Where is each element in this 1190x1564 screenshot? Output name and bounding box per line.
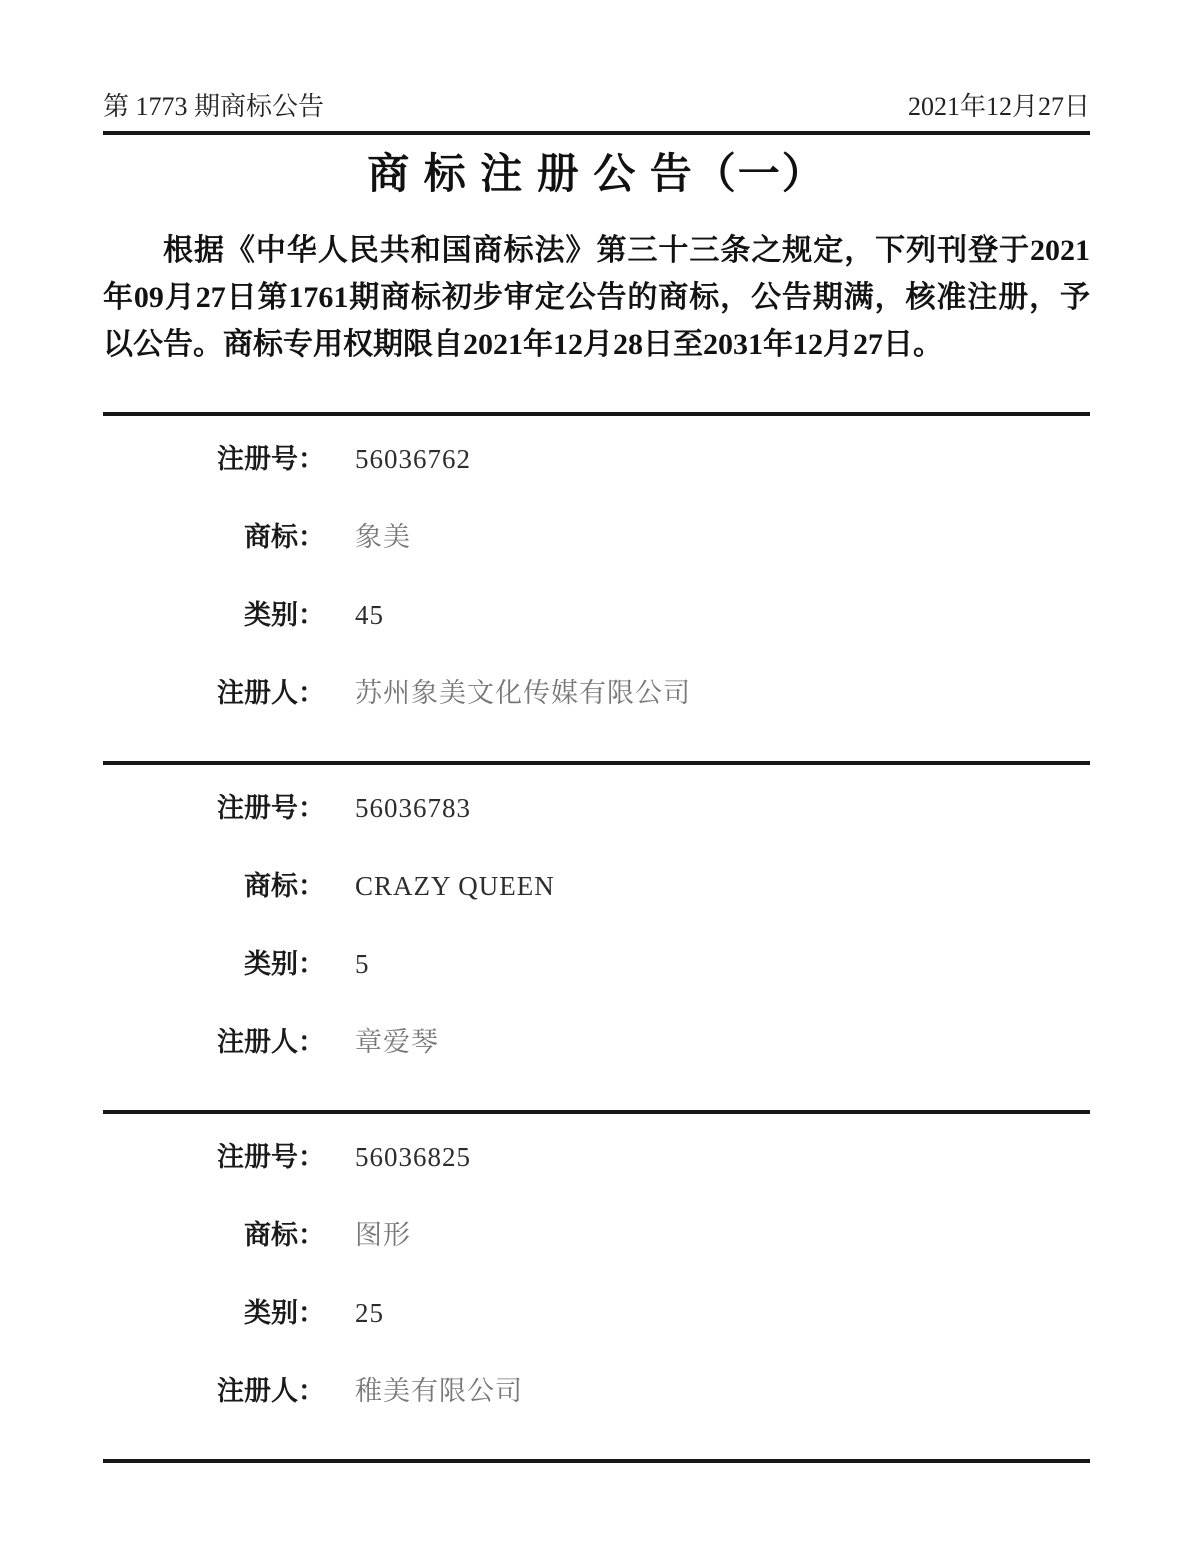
records-list [103,412,1090,1463]
field-row-trademark [103,1213,1090,1250]
field-row-reg-no [103,1135,1090,1172]
gazette-date-label: 2021年12月27日 [907,92,1090,121]
page-title: 商 标 注 册 公 告（一） [367,152,826,198]
field-value-trademark: 图形 [355,1220,411,1250]
field-label-trademark: 商标： [244,1220,325,1250]
record-block-1 [103,412,1090,761]
field-row-registrant [103,1020,1090,1057]
field-label-registrant: 注册人： [217,1376,325,1406]
record-block-2 [103,761,1090,1110]
field-row-registrant [103,1369,1090,1406]
field-row-reg-no [103,786,1090,823]
bottom-rule [103,1459,1090,1463]
field-label-reg-no: 注册号： [217,1142,325,1172]
record-block-3 [103,1110,1090,1459]
field-label-registrant: 注册人： [217,678,325,708]
field-value-category: 45 [355,600,384,630]
field-value-registrant: 苏州象美文化传媒有限公司 [355,678,691,708]
page-header [103,92,1090,122]
header-rule [103,131,1090,135]
field-label-category: 类别： [244,949,325,979]
field-row-trademark [103,864,1090,901]
field-label-trademark: 商标： [244,522,325,552]
field-value-trademark: CRAZY QUEEN [355,871,555,901]
field-value-reg-no: 56036825 [355,1142,471,1172]
gazette-issue-label: 第 1773 期商标公告 [103,92,325,121]
field-label-reg-no: 注册号： [217,444,325,474]
field-label-category: 类别： [244,600,325,630]
field-value-category: 25 [355,1298,384,1328]
field-value-trademark: 象美 [355,522,411,552]
field-row-category [103,593,1090,630]
field-value-reg-no: 56036762 [355,444,471,474]
field-row-registrant [103,671,1090,708]
field-value-reg-no: 56036783 [355,793,471,823]
field-row-category [103,942,1090,979]
field-value-registrant: 稚美有限公司 [355,1376,523,1406]
field-value-category: 5 [355,949,370,979]
field-row-reg-no [103,437,1090,474]
field-label-registrant: 注册人： [217,1027,325,1057]
field-value-registrant: 章爱琴 [355,1027,439,1057]
field-row-trademark [103,515,1090,552]
field-row-category [103,1291,1090,1328]
intro-paragraph: 根据《中华人民共和国商标法》第三十三条之规定，下列刊登于2021年09月27日第1761期商标初步审定公告的商标，公告期满，核准注册，予以公告。商标专用权期限自2021年12月28日至2031年12月27日。 [103,234,1090,361]
field-label-trademark: 商标： [244,871,325,901]
field-label-reg-no: 注册号： [217,793,325,823]
field-label-category: 类别： [244,1298,325,1328]
